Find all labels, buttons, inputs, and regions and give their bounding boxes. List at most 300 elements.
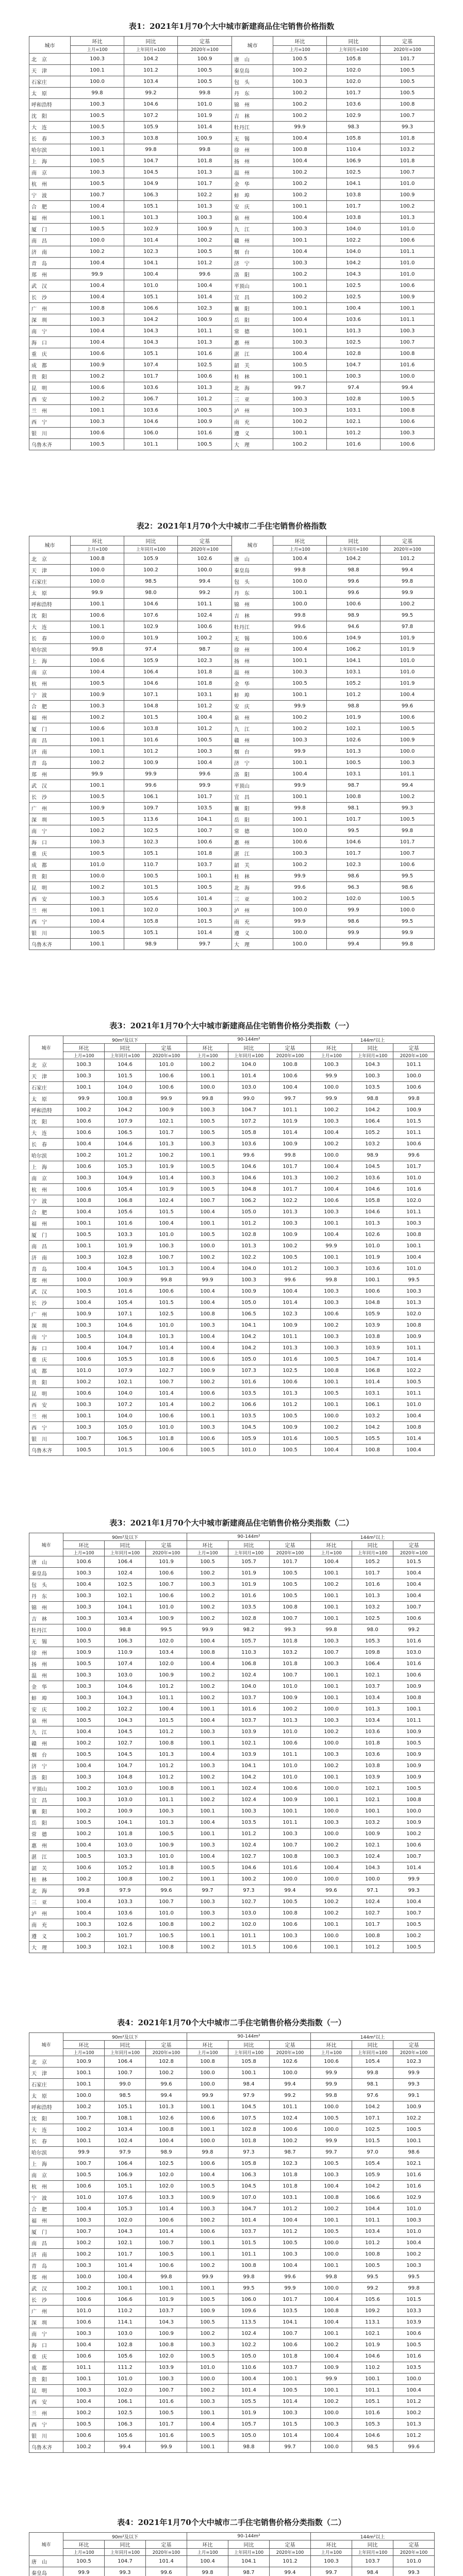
city-name: 烟 台 <box>29 1749 63 1760</box>
city-name: 合 肥 <box>29 1207 63 1218</box>
city-name: 秦皇岛 <box>29 2567 63 2576</box>
index-value: 100.3 <box>63 1613 105 1624</box>
index-value: 102.4 <box>352 1851 393 1862</box>
city-name: 西 安 <box>29 2396 63 2408</box>
table-row <box>29 1105 435 1116</box>
header-city: 城市 <box>232 536 273 553</box>
index-value: 103.5 <box>228 1817 270 1828</box>
city-name: 厦 门 <box>29 224 71 235</box>
table-row <box>29 871 435 882</box>
index-value: 97.0 <box>352 2147 393 2158</box>
index-value: 100.3 <box>311 1851 352 1862</box>
index-value: 103.3 <box>146 2192 187 2204</box>
index-value: 104.0 <box>228 1263 270 1275</box>
index-value: 100.0 <box>71 576 124 587</box>
index-value: 103.1 <box>352 1388 393 1399</box>
index-value: 101.0 <box>63 2192 105 2204</box>
index-value: 100.7 <box>187 1195 228 1207</box>
index-value: 101.3 <box>270 1343 311 1354</box>
index-value: 106.3 <box>124 190 178 201</box>
index-value: 100.3 <box>270 1218 311 1229</box>
index-value: 103.9 <box>352 1772 393 1783</box>
subheader-fixed: 2020年=100 <box>146 1549 187 1556</box>
index-value: 102.0 <box>146 2170 187 2181</box>
index-value: 106.8 <box>352 1365 393 1377</box>
index-value: 106.0 <box>124 428 178 439</box>
index-value: 107.0 <box>228 2192 270 2204</box>
index-value: 100.8 <box>146 2124 187 2136</box>
index-value: 103.6 <box>327 99 381 110</box>
index-value: 100.2 <box>178 633 232 644</box>
index-value: 104.6 <box>327 837 381 848</box>
city-name: 包 头 <box>232 76 273 88</box>
index-value: 100.0 <box>311 2283 352 2294</box>
table-row <box>29 1681 435 1692</box>
city-name: 西 宁 <box>29 416 71 428</box>
index-value: 100.5 <box>63 1851 105 1862</box>
index-value: 103.5 <box>228 1388 270 1399</box>
index-value: 98.3 <box>327 122 381 133</box>
index-value: 99.9 <box>381 927 435 939</box>
index-value: 109.2 <box>352 2306 393 2317</box>
index-value: 102.0 <box>327 76 381 88</box>
index-value: 104.1 <box>228 1760 270 1772</box>
city-name: 宜 昌 <box>29 1794 63 1806</box>
index-value: 98.6 <box>327 871 381 882</box>
index-value: 101.9 <box>146 1184 187 1195</box>
index-value: 103.7 <box>228 1692 270 1704</box>
index-value: 100.8 <box>187 1309 228 1320</box>
index-value: 99.6 <box>381 701 435 712</box>
table-row <box>29 791 435 803</box>
table-row <box>29 1229 435 1241</box>
index-value: 100.9 <box>146 1670 187 1681</box>
index-value: 101.6 <box>105 1286 146 1297</box>
index-value: 99.9 <box>178 780 232 791</box>
index-value: 99.9 <box>311 1093 352 1105</box>
index-value: 101.9 <box>381 644 435 655</box>
city-name: 银 川 <box>29 1433 63 1445</box>
city-name: 桂 林 <box>29 1874 63 1885</box>
city-name: 湛 江 <box>232 848 273 859</box>
index-value: 101.6 <box>393 2351 435 2362</box>
index-value: 100.8 <box>393 1422 435 1433</box>
index-value: 99.9 <box>327 927 381 939</box>
index-value: 100.2 <box>187 1613 228 1624</box>
subheader-fixed: 2020年=100 <box>146 2049 187 2056</box>
city-name: 安 庆 <box>29 1704 63 1715</box>
index-value: 101.3 <box>146 1263 187 1275</box>
index-value: 98.5 <box>105 2090 146 2102</box>
index-value: 101.6 <box>393 2181 435 2192</box>
index-value: 99.8 <box>124 144 178 156</box>
subheader-mom: 上月=100 <box>311 1052 352 1059</box>
index-value: 100.1 <box>270 1806 311 1817</box>
index-value: 100.0 <box>63 1275 105 1286</box>
table-row <box>29 2328 435 2340</box>
index-value: 102.4 <box>228 1783 270 1794</box>
table-row <box>29 1343 435 1354</box>
index-value: 103.0 <box>228 1908 270 1919</box>
index-value: 100.3 <box>311 2419 352 2430</box>
index-value: 97.6 <box>352 2090 393 2102</box>
header-yoy: 同比 <box>228 1541 270 1549</box>
city-name: 广 州 <box>29 303 71 314</box>
index-value: 100.5 <box>146 1828 187 1840</box>
index-value: 103.6 <box>105 1908 146 1919</box>
index-value: 100.3 <box>71 133 124 144</box>
index-value: 102.5 <box>124 825 178 837</box>
index-value: 103.5 <box>352 1082 393 1093</box>
index-value: 101.0 <box>146 1229 187 1241</box>
index-value: 100.4 <box>63 2396 105 2408</box>
index-value: 100.5 <box>71 122 124 133</box>
index-value: 105.2 <box>352 1556 393 1568</box>
index-value: 104.1 <box>105 1602 146 1613</box>
index-value: 105.5 <box>352 1433 393 1445</box>
city-name: 徐 州 <box>232 644 273 655</box>
city-name: 济 宁 <box>29 1760 63 1772</box>
table-row <box>29 2306 435 2317</box>
index-value: 100.3 <box>273 848 327 859</box>
city-name: 无 锡 <box>232 133 273 144</box>
index-value: 101.6 <box>146 2430 187 2442</box>
index-value: 101.1 <box>270 1331 311 1343</box>
index-value: 100.1 <box>311 1919 352 1930</box>
index-value: 103.7 <box>352 1681 393 1692</box>
city-name: 秦皇岛 <box>29 1568 63 1579</box>
index-value: 102.3 <box>178 655 232 667</box>
index-value: 100.6 <box>63 2294 105 2306</box>
index-value: 100.2 <box>273 723 327 735</box>
index-value: 100.5 <box>146 2249 187 2260</box>
index-value: 102.2 <box>270 1195 311 1207</box>
index-value: 101.1 <box>270 1105 311 1116</box>
index-value: 101.0 <box>63 2306 105 2317</box>
index-value: 102.7 <box>228 1896 270 1908</box>
index-value: 100.5 <box>273 54 327 65</box>
index-value: 102.2 <box>393 1365 435 1377</box>
index-value: 100.3 <box>63 2328 105 2340</box>
index-value: 100.5 <box>63 1636 105 1647</box>
header-fixed: 定基 <box>270 1541 311 1549</box>
table-row <box>29 167 435 178</box>
index-value: 100.0 <box>187 1241 228 1252</box>
index-value: 100.9 <box>63 2056 105 2067</box>
city-name: 韶 关 <box>29 1862 63 1874</box>
index-value: 100.7 <box>381 337 435 348</box>
city-name: 安 庆 <box>232 701 273 712</box>
index-value: 101.3 <box>146 1749 187 1760</box>
index-value: 100.2 <box>393 1930 435 1942</box>
table-row <box>29 405 435 416</box>
index-value: 107.2 <box>124 110 178 122</box>
table-caption: 表4：2021年1月70个大中城市二手住宅销售价格分类指数（一） <box>117 2018 346 2027</box>
index-value: 100.3 <box>270 2249 311 2260</box>
index-value: 100.5 <box>393 1783 435 1794</box>
index-value: 104.3 <box>105 2226 146 2238</box>
index-value: 102.3 <box>124 246 178 258</box>
index-value: 103.8 <box>352 1760 393 1772</box>
index-value: 101.9 <box>146 1161 187 1173</box>
index-value: 99.7 <box>311 2147 352 2158</box>
index-value: 104.1 <box>124 258 178 269</box>
index-value: 102.1 <box>327 416 381 428</box>
index-value: 102.5 <box>327 167 381 178</box>
table-row <box>29 1173 435 1184</box>
city-name: 武 汉 <box>29 280 71 292</box>
index-value: 105.1 <box>105 2181 146 2192</box>
index-value: 100.8 <box>393 1794 435 1806</box>
index-value: 100.3 <box>187 1896 228 1908</box>
index-value: 100.6 <box>146 1590 187 1602</box>
index-value: 100.5 <box>311 1388 352 1399</box>
table-row <box>29 1840 435 1851</box>
index-value: 105.6 <box>352 2294 393 2306</box>
index-value: 101.4 <box>270 1297 311 1309</box>
index-value: 99.9 <box>187 2090 228 2102</box>
index-value: 100.3 <box>187 1726 228 1738</box>
index-value: 107.2 <box>105 1399 146 1411</box>
index-value: 104.5 <box>352 1161 393 1173</box>
index-value: 105.8 <box>327 133 381 144</box>
header-city: 城市 <box>29 2533 63 2556</box>
index-value: 101.1 <box>270 1817 311 1828</box>
city-name: 青 岛 <box>29 1263 63 1275</box>
table-row <box>29 1862 435 1874</box>
index-value: 100.4 <box>187 1331 228 1343</box>
table-row <box>29 1139 435 1150</box>
index-value: 100.5 <box>393 1377 435 1388</box>
index-value: 106.3 <box>228 2170 270 2181</box>
index-value: 104.6 <box>105 1681 146 1692</box>
index-value: 99.9 <box>311 2067 352 2079</box>
index-value: 100.2 <box>273 416 327 428</box>
index-value: 101.9 <box>228 1568 270 1579</box>
index-value: 103.9 <box>228 1749 270 1760</box>
index-value: 106.8 <box>228 1658 270 1670</box>
index-value: 105.9 <box>228 1433 270 1445</box>
subheader-yoy: 上年同月=100 <box>105 1052 146 1059</box>
index-value: 100.3 <box>311 1263 352 1275</box>
index-value: 100.4 <box>270 2215 311 2226</box>
index-value: 101.9 <box>178 110 232 122</box>
index-value: 102.2 <box>178 190 232 201</box>
price-index-table <box>29 36 435 450</box>
index-value: 100.4 <box>311 2317 352 2328</box>
city-name: 重 庆 <box>29 2351 63 2362</box>
index-value: 98.4 <box>228 2079 270 2090</box>
city-name: 深 圳 <box>29 814 71 825</box>
index-value: 101.3 <box>178 201 232 212</box>
city-name: 宁 波 <box>29 1195 63 1207</box>
index-value: 109.7 <box>124 803 178 814</box>
index-value: 99.6 <box>273 621 327 633</box>
header-mom: 环比 <box>311 2041 352 2049</box>
city-name: 福 州 <box>29 1218 63 1229</box>
index-value: 100.6 <box>270 1783 311 1794</box>
index-value: 100.4 <box>178 712 232 723</box>
table-row <box>29 314 435 326</box>
index-value: 100.2 <box>381 201 435 212</box>
index-value: 114.1 <box>105 2317 146 2328</box>
index-value: 100.0 <box>311 2249 352 2260</box>
index-value: 101.2 <box>178 394 232 405</box>
index-value: 100.2 <box>63 2124 105 2136</box>
index-value: 103.4 <box>146 1647 187 1658</box>
index-value: 100.2 <box>187 1942 228 1953</box>
index-value: 100.9 <box>71 689 124 701</box>
index-value: 100.5 <box>187 2351 228 2362</box>
index-value: 100.5 <box>146 1930 187 1942</box>
index-value: 102.8 <box>105 2340 146 2351</box>
index-value: 100.4 <box>187 1658 228 1670</box>
index-value: 100.3 <box>187 1320 228 1331</box>
index-value: 99.8 <box>71 88 124 99</box>
city-name: 锦 州 <box>232 599 273 610</box>
index-value: 94.6 <box>327 621 381 633</box>
index-value: 100.3 <box>273 667 327 678</box>
index-value: 101.1 <box>352 2215 393 2226</box>
index-value: 100.4 <box>187 1286 228 1297</box>
index-value: 100.5 <box>381 723 435 735</box>
index-value: 100.9 <box>187 2192 228 2204</box>
city-name: 哈尔滨 <box>29 2147 63 2158</box>
index-value: 99.8 <box>273 803 327 814</box>
index-value: 99.9 <box>63 2567 105 2576</box>
index-value: 100.5 <box>393 1738 435 1749</box>
index-value: 100.0 <box>311 1874 352 1885</box>
index-value: 105.1 <box>124 348 178 360</box>
index-value: 101.5 <box>124 712 178 723</box>
index-value: 103.5 <box>178 803 232 814</box>
index-value: 99.4 <box>178 576 232 587</box>
index-value: 99.8 <box>71 644 124 655</box>
table-row <box>29 1738 435 1749</box>
index-value: 100.5 <box>187 1556 228 1568</box>
city-name: 无 锡 <box>29 1636 63 1647</box>
index-value: 103.8 <box>327 212 381 224</box>
subheader-yoy: 上年同月=100 <box>105 2549 146 2556</box>
table-row <box>29 1218 435 1229</box>
table-row <box>29 1817 435 1828</box>
index-value: 101.7 <box>146 1127 187 1139</box>
table-row <box>29 1207 435 1218</box>
index-value: 102.6 <box>146 2113 187 2124</box>
index-value: 103.2 <box>352 1139 393 1150</box>
index-value: 99.9 <box>273 746 327 757</box>
index-value: 100.9 <box>393 1817 435 1828</box>
price-index-table <box>29 1533 435 1953</box>
index-value: 100.9 <box>124 757 178 769</box>
table-row <box>29 1059 435 1071</box>
table-row <box>29 1636 435 1647</box>
index-value: 99.9 <box>273 122 327 133</box>
index-value: 99.5 <box>393 1275 435 1286</box>
index-value: 100.5 <box>311 2113 352 2124</box>
city-name: 洛 阳 <box>232 769 273 780</box>
header-yoy: 同比 <box>228 2041 270 2049</box>
city-name: 南 昌 <box>29 2238 63 2249</box>
table-row <box>29 1942 435 1953</box>
header-city: 城市 <box>29 536 71 553</box>
index-value: 101.7 <box>327 201 381 212</box>
index-value: 103.1 <box>327 667 381 678</box>
subheader-yoy: 上年同月=100 <box>228 2049 270 2056</box>
index-value: 100.6 <box>146 2215 187 2226</box>
index-value: 100.2 <box>273 269 327 280</box>
index-value: 100.6 <box>178 621 232 633</box>
city-name: 石家庄 <box>29 2079 63 2090</box>
index-value: 100.1 <box>187 1874 228 1885</box>
index-value: 100.2 <box>187 2385 228 2396</box>
index-value: 99.1 <box>393 2090 435 2102</box>
index-value: 100.1 <box>273 428 327 439</box>
index-value: 100.1 <box>273 757 327 769</box>
index-value: 101.2 <box>270 2204 311 2215</box>
index-value: 110.6 <box>228 2362 270 2374</box>
index-value: 105.9 <box>124 553 178 565</box>
table-row <box>29 882 435 893</box>
index-value: 100.2 <box>311 1579 352 1590</box>
city-name: 深 圳 <box>29 2317 63 2328</box>
index-value: 106.6 <box>105 2294 146 2306</box>
index-value: 100.1 <box>311 1613 352 1624</box>
table-row <box>29 76 435 88</box>
index-value: 100.2 <box>273 859 327 871</box>
index-value: 100.5 <box>270 1252 311 1263</box>
city-name: 厦 门 <box>29 1229 63 1241</box>
index-value: 100.4 <box>187 1817 228 1828</box>
city-name: 海 口 <box>29 837 71 848</box>
index-value: 104.7 <box>327 360 381 371</box>
table-row <box>29 394 435 405</box>
index-value: 105.4 <box>105 1184 146 1195</box>
index-value: 100.4 <box>273 246 327 258</box>
table-row <box>29 2419 435 2430</box>
table-row <box>29 190 435 201</box>
subheader-mom: 上月=100 <box>63 1052 105 1059</box>
index-value: 102.4 <box>352 1896 393 1908</box>
city-name: 温 州 <box>232 667 273 678</box>
index-value: 102.0 <box>327 65 381 76</box>
index-value: 100.9 <box>393 1105 435 1116</box>
index-value: 102.4 <box>178 610 232 621</box>
city-name: 昆 明 <box>29 382 71 394</box>
index-value: 99.9 <box>187 1624 228 1636</box>
index-value: 100.4 <box>63 1297 105 1309</box>
subheader-fixed: 2020年=100 <box>146 2549 187 2556</box>
index-value: 100.7 <box>270 1670 311 1681</box>
city-name: 蚌 埠 <box>29 1692 63 1704</box>
index-value: 103.7 <box>178 859 232 871</box>
city-name: 无 锡 <box>232 633 273 644</box>
table-row <box>29 859 435 871</box>
index-value: 100.9 <box>146 2328 187 2340</box>
header-size-group: 144m²以上 <box>311 2033 435 2041</box>
index-value: 103.0 <box>105 1794 146 1806</box>
index-value: 106.6 <box>228 1399 270 1411</box>
index-value: 100.5 <box>187 1862 228 1874</box>
index-value: 100.3 <box>63 2260 105 2272</box>
index-value: 101.6 <box>393 1636 435 1647</box>
index-value: 101.0 <box>270 1772 311 1783</box>
index-value: 100.6 <box>270 2340 311 2351</box>
index-value: 101.1 <box>228 1930 270 1942</box>
table-row <box>29 2238 435 2249</box>
city-name: 杭 州 <box>29 678 71 689</box>
city-name: 岳 阳 <box>29 1817 63 1828</box>
